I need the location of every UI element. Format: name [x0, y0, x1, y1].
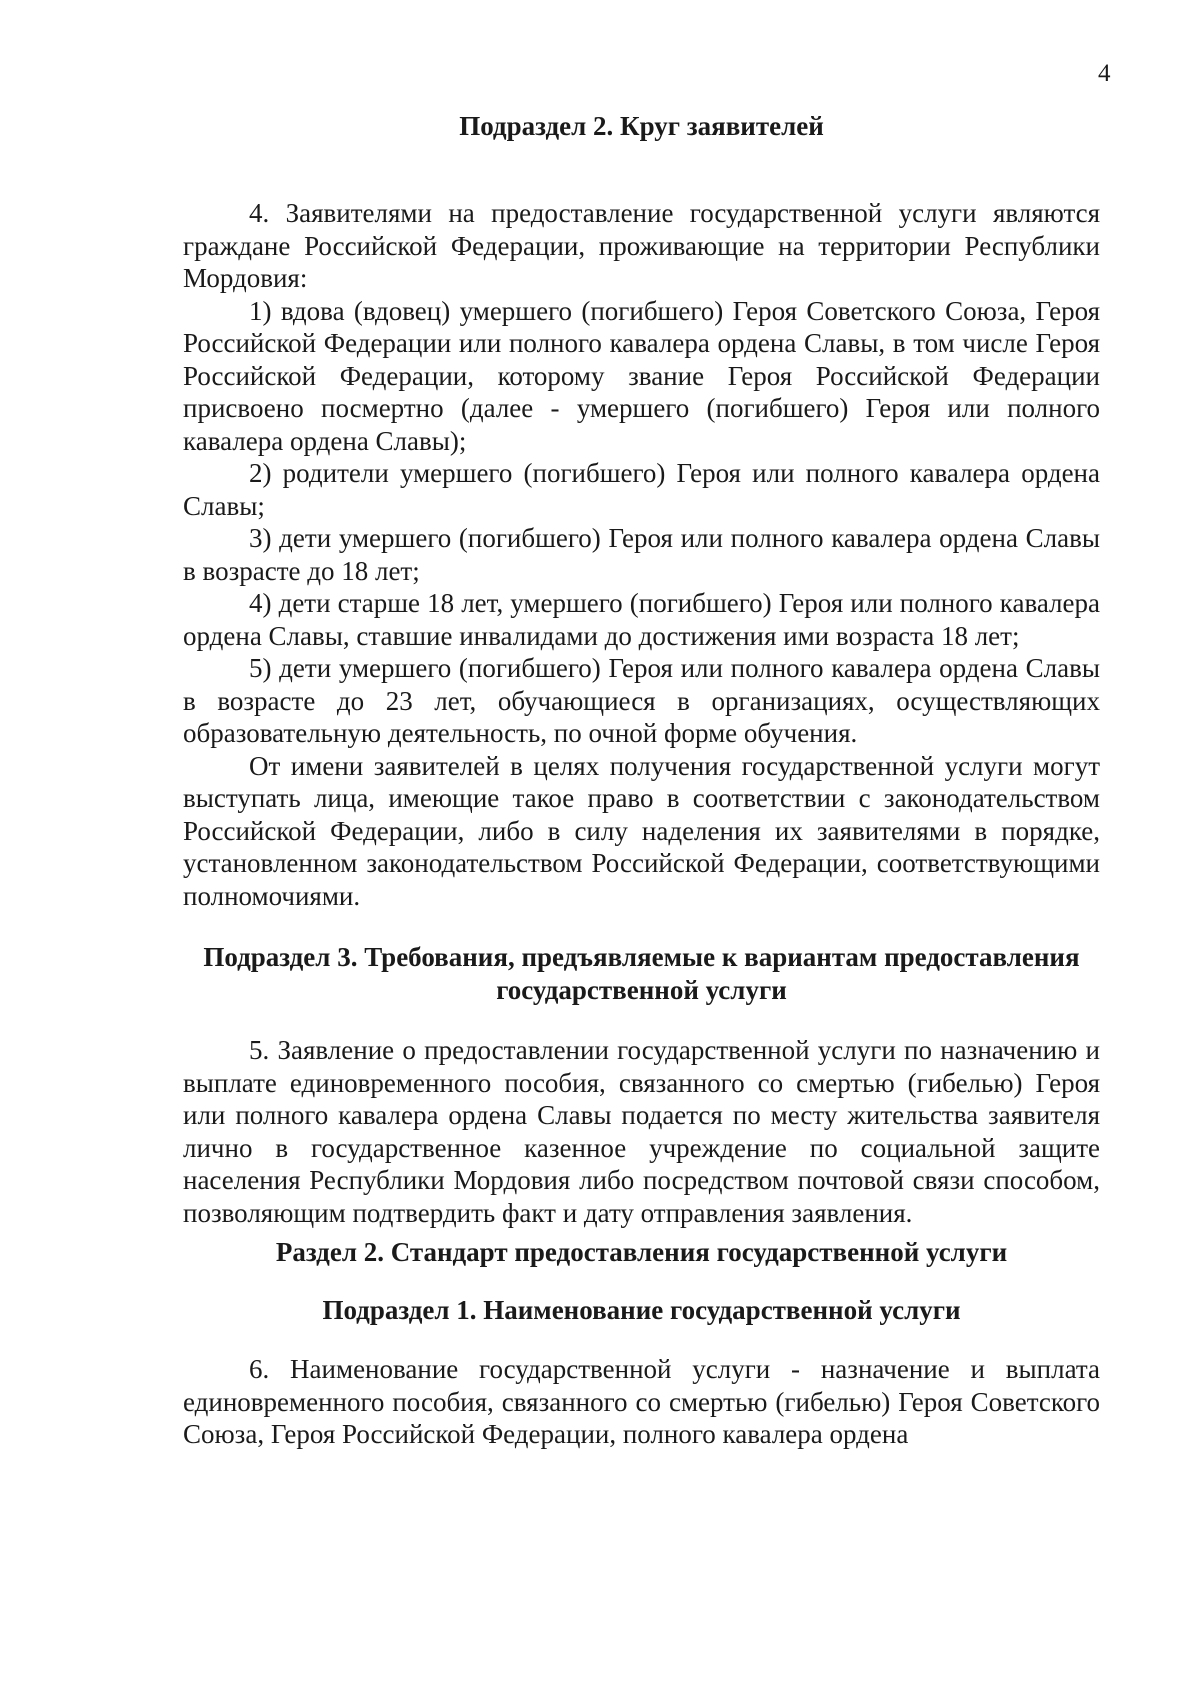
paragraph-5: 5. Заявление о предоставлении государственной услуги по назначению и выплате единовременного пособия, связанного со смертью (гибелью) Героя или полного кавалера ордена Славы подается по месту жительства заявителя лично в государственное казенное учреждение по социальной защите населения Республики Мордовия либо посредством почтовой связи способом, позволяющим подтвердить факт и дату отправления заявления. [183, 1035, 1100, 1228]
page-number: 4 [1098, 60, 1111, 87]
subsection-3-heading-line-1: Подраздел 3. Требования, предъявляемые к вариантам предоставления [203, 942, 1080, 972]
applicant-item-1: 1) вдова (вдовец) умершего (погибшего) Героя Советского Союза, Героя Российской Федерации или полного кавалера ордена Славы, в том числе Героя Российской Федерации, которому звание Героя Российской Федерации присвоено посмертно (далее - умершего (погибшего) Героя или полного кавалера ордена Славы); [183, 295, 1100, 456]
subsection-2-heading: Подраздел 2. Круг заявителей [459, 111, 824, 141]
section-2-subsection-1-body [183, 1353, 1100, 1451]
subsection-3-heading-line-2: государственной услуги [496, 974, 787, 1005]
applicant-item-2: 2) родители умершего (погибшего) Героя или полного кавалера ордена Славы; [183, 458, 1100, 521]
subsection-2-body [183, 197, 1100, 912]
subsection-3-heading [183, 941, 1100, 1006]
applicant-item-3: 3) дети умершего (погибшего) Героя или полного кавалера ордена Славы в возрасте до 18 лет; [183, 523, 1100, 586]
subsection-3-body [183, 1034, 1100, 1229]
representatives-paragraph: От имени заявителей в целях получения государственной услуги могут выступать лица, имеющие такое право в соответствии с законодательством Российской Федерации, либо в силу наделения их заявителями в порядке, установленном законодательством Российской Федерации, соответствующими полномочиями. [183, 750, 1100, 911]
applicant-item-5: 5) дети умершего (погибшего) Героя или полного кавалера ордена Славы в возрасте до 23 лет, обучающиеся в организациях, осуществляющих образовательную деятельность, по очной форме обучения. [183, 653, 1100, 748]
applicant-item-4: 4) дети старше 18 лет, умершего (погибшего) Героя или полного кавалера ордена Славы, ставшие инвалидами до достижения ими возраста 18 лет; [183, 588, 1100, 651]
section-2-subsection-1-heading: Подраздел 1. Наименование государственной услуги [322, 1295, 961, 1325]
paragraph-4-intro: 4. Заявителями на предоставление государственной услуги являются граждане Российской Федерации, проживающие на территории Республики Мордовия: [183, 198, 1100, 293]
section-2-heading: Раздел 2. Стандарт предоставления государственной услуги [275, 1237, 1008, 1267]
paragraph-6: 6. Наименование государственной услуги - назначение и выплата единовременного пособия, связанного со смертью (гибелью) Героя Советского Союза, Героя Российской Федерации, полного кавалера ордена [183, 1354, 1100, 1449]
